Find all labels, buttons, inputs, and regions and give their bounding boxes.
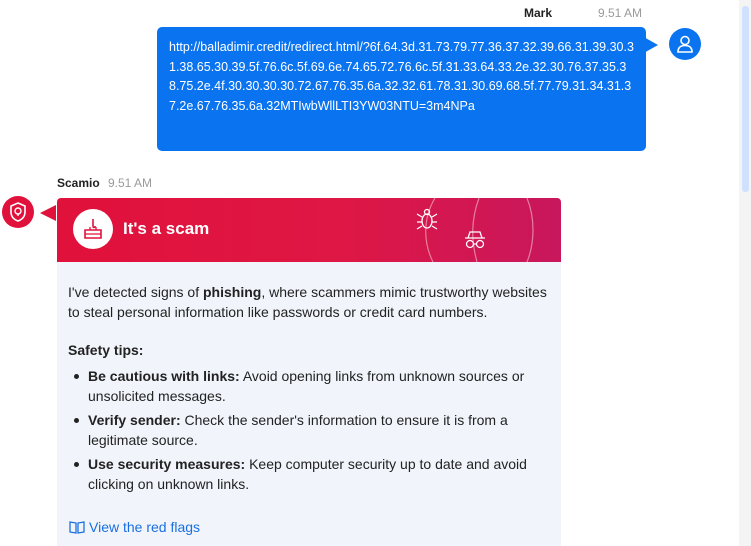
user-message-bubble	[157, 27, 646, 151]
safety-tip	[68, 366, 553, 406]
user-avatar[interactable]	[669, 28, 701, 60]
intro-text	[68, 282, 553, 322]
spy-icon	[465, 232, 485, 248]
verdict-title: It's a scam	[123, 219, 210, 238]
hook-icon	[82, 217, 104, 241]
view-red-flags-link[interactable]	[69, 519, 200, 535]
user-bubble-tail	[642, 36, 658, 54]
safety-tips-list	[68, 366, 553, 494]
bot-sender-name: Scamio	[57, 176, 100, 190]
intro-text-keyword: phishing	[202, 284, 262, 300]
safety-tip-text: Avoid opening links from unknown sources or unsolicited messages.	[88, 368, 525, 404]
card-body	[68, 282, 553, 498]
user-message-time: 9.51 AM	[598, 6, 643, 20]
book-icon	[69, 520, 85, 534]
safety-tip	[68, 410, 553, 450]
user-sender-name: Mark	[524, 6, 553, 20]
shield-icon	[9, 202, 27, 222]
safety-tip-text: Keep computer security up to date and avoid clicking on unknown links.	[88, 456, 527, 492]
safety-tip-text: Check the sender's information to ensure it is from a legitimate source.	[88, 412, 508, 448]
safety-tips-title: Safety tips:	[68, 342, 144, 358]
safety-tip-title: Be cautious with links:	[88, 368, 240, 384]
bot-bubble-tail	[40, 205, 56, 221]
bot-message-time: 9.51 AM	[108, 176, 153, 190]
safety-tip-title: Verify sender:	[88, 412, 181, 428]
user-message-text[interactable]: http://balladimir.credit/redirect.html/?6f.64.3d.31.73.79.77.36.37.32.39.66.31.39.30.31.38.65.30.39.5f.76.6c.5f.69.6e.74.65.72.76.6c.5f.31.33.64.33.2e.32.30.76.37.35.38.75.2e.4f.30.30.30.30.72.67.76.35.6a.32.32.61.78.31.30.69.68.5f.77.79.31.34.31.37.2e.67.76.35.6a.32MTIwbWllLTI3YW03NTU=3m4NPa	[169, 40, 634, 113]
scam-result-card	[57, 198, 561, 546]
verdict-badge	[73, 209, 113, 249]
intro-text-part: , where scammers mimic trustworthy websites to steal personal information like passwords or credit card numbers.	[68, 284, 547, 320]
scrollbar[interactable]	[739, 0, 751, 546]
user-icon	[675, 34, 695, 54]
bot-avatar[interactable]	[2, 196, 34, 228]
view-red-flags-label: View the red flags	[89, 519, 201, 535]
safety-tip-title: Use security measures:	[88, 456, 246, 472]
scrollbar-thumb[interactable]	[742, 6, 749, 192]
safety-tip	[68, 454, 553, 494]
verdict-banner	[57, 198, 561, 262]
intro-text-part: I've detected signs of	[68, 284, 203, 300]
